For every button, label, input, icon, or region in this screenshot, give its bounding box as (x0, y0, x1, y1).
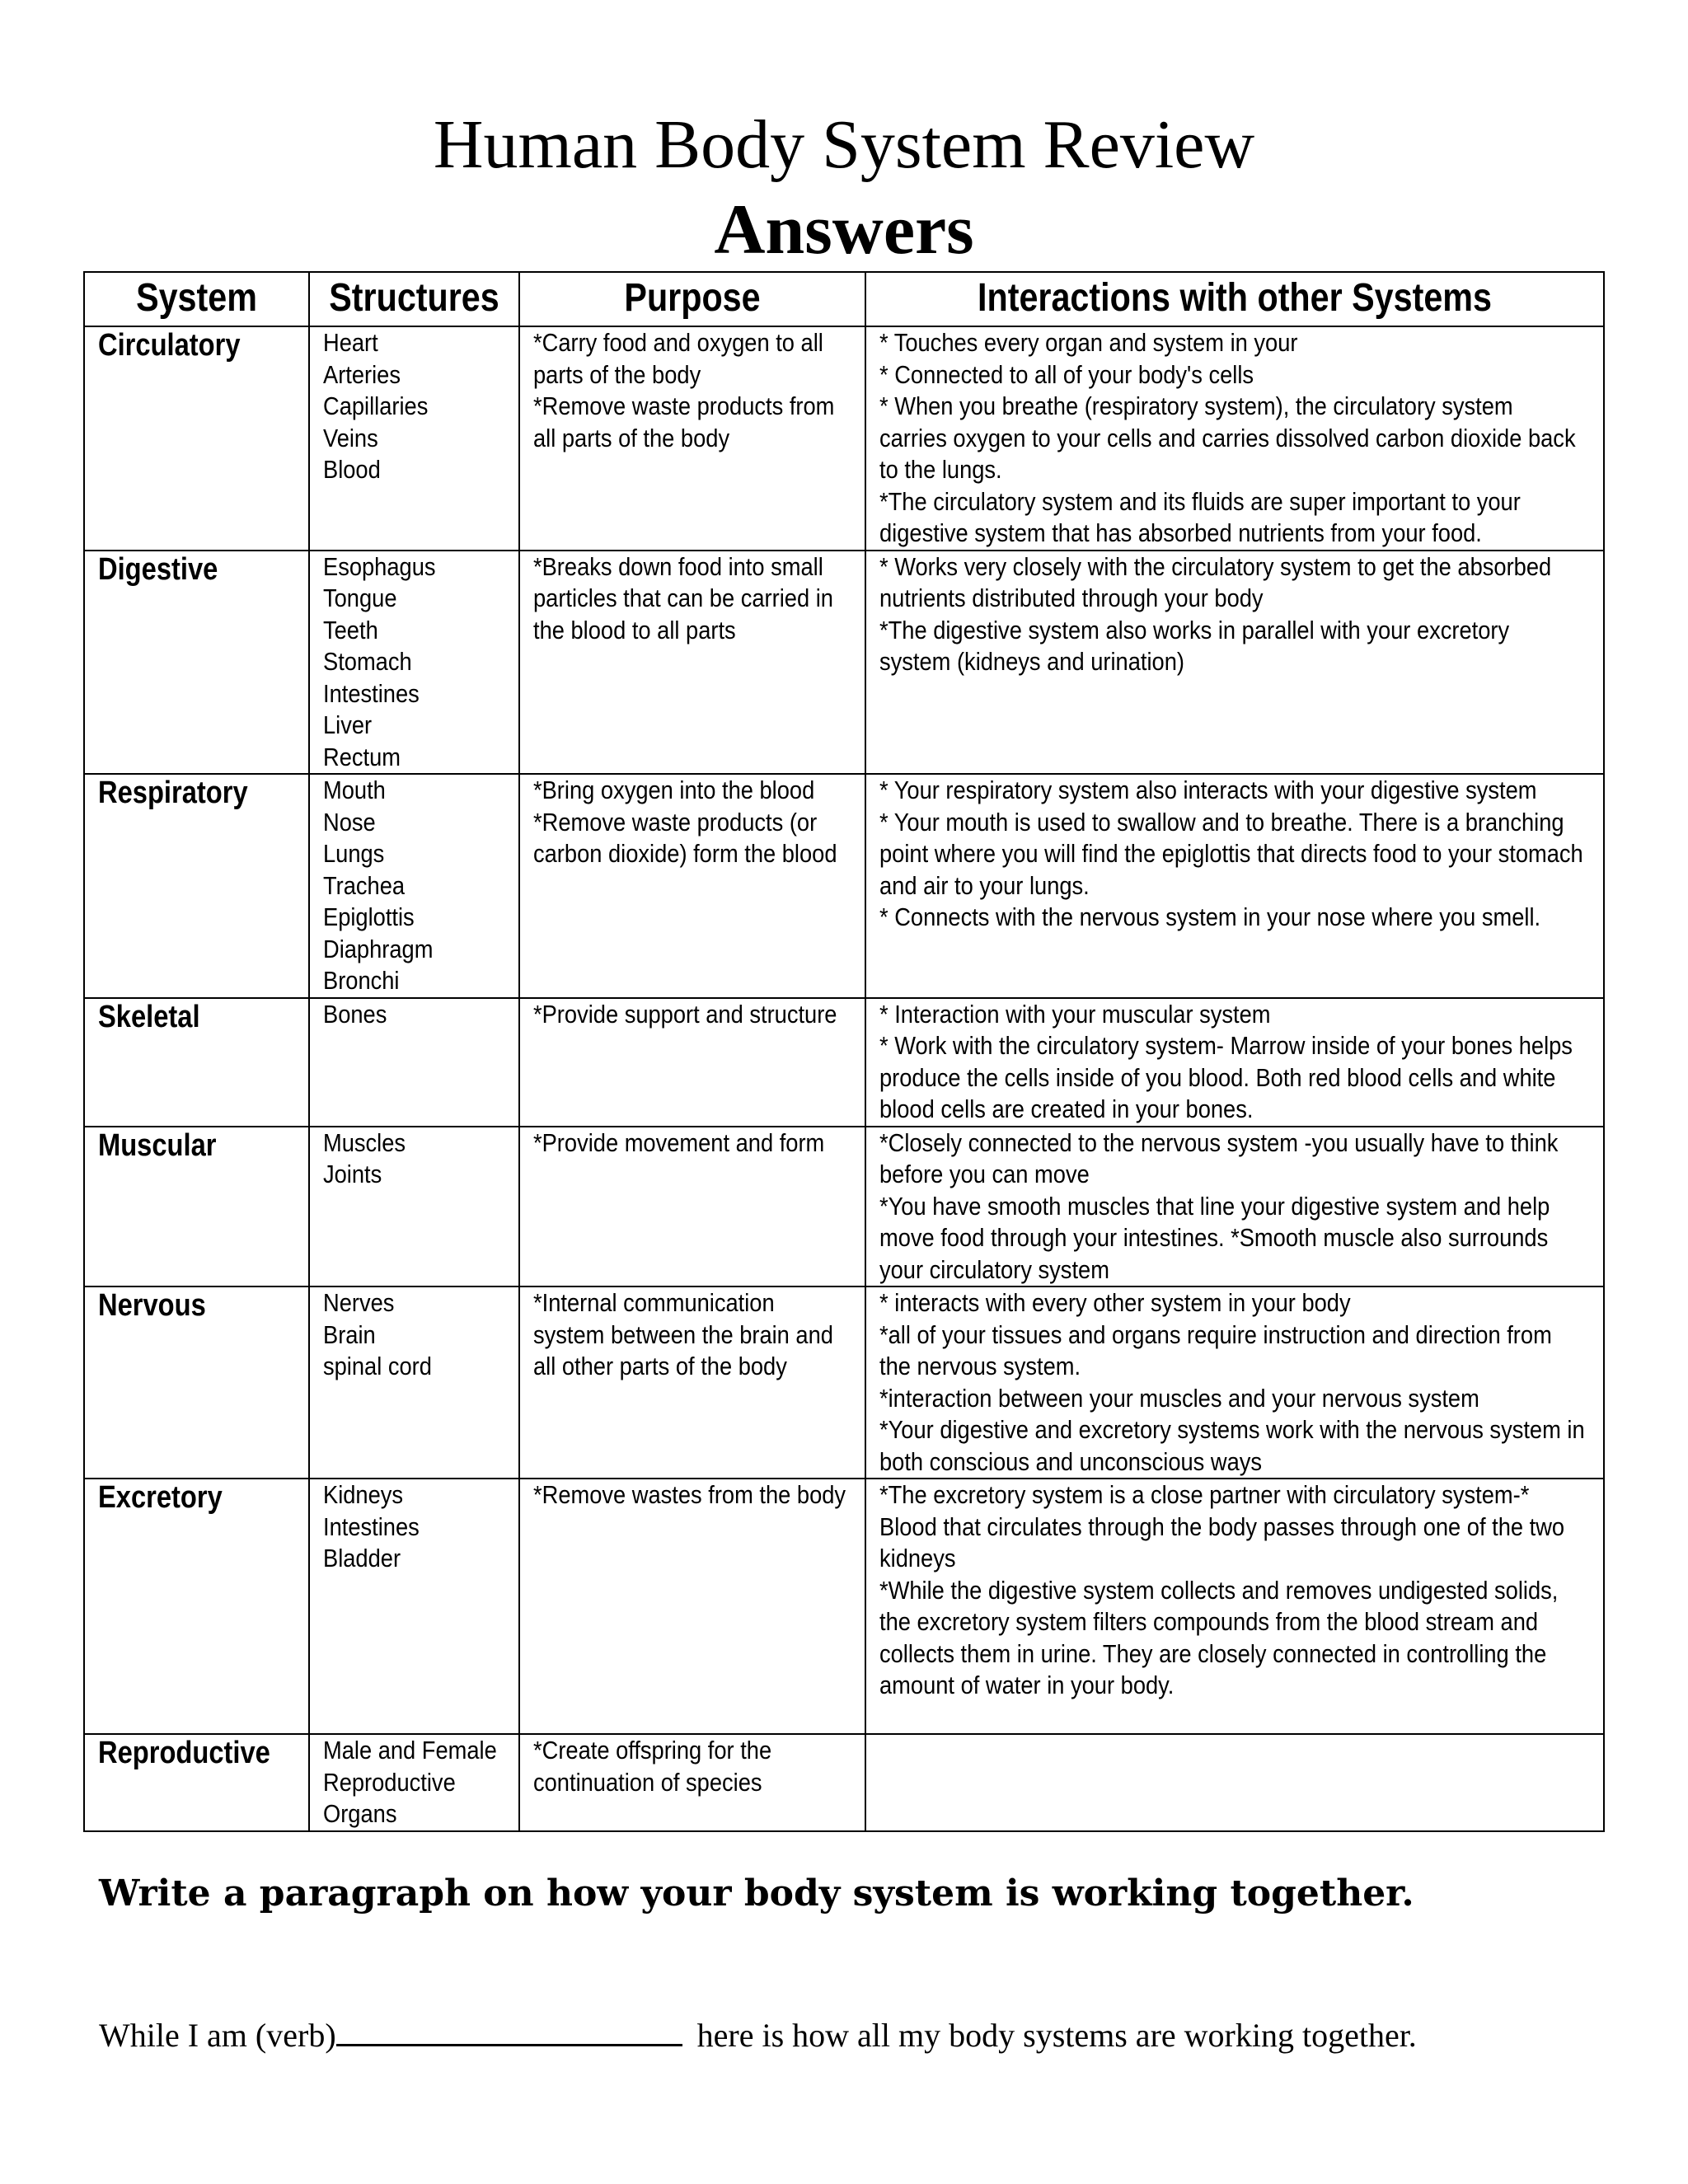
system-name: Digestive (98, 551, 218, 587)
structures-cell (309, 1479, 519, 1734)
purpose-cell (519, 1479, 865, 1734)
structures-cell (309, 326, 519, 551)
table-row (84, 1734, 1604, 1831)
system-name: Reproductive (98, 1736, 270, 1770)
purpose-text: *Provide support and structure (533, 999, 837, 1029)
purpose-cell (519, 1127, 865, 1287)
interactions-cell (865, 1734, 1604, 1831)
table-row (84, 1127, 1604, 1287)
table-row (84, 326, 1604, 551)
column-header-structures: Structures (324, 272, 504, 326)
purpose-text: *Bring oxygen into the blood *Remove waste products (or carbon dioxide) form the blood (533, 776, 837, 868)
system-name: Skeletal (98, 999, 200, 1034)
purpose-cell (519, 1734, 865, 1831)
structures-cell (309, 1286, 519, 1479)
structures-text: Esophagus Tongue Teeth Stomach Intestines Liver Rectum (323, 551, 436, 771)
interactions-cell (865, 551, 1604, 775)
table-row (84, 774, 1604, 998)
purpose-text: *Remove wastes from the body (533, 1480, 846, 1509)
system-name: Nervous (98, 1288, 206, 1323)
structures-cell (309, 551, 519, 775)
column-header-system: System (100, 272, 293, 326)
interactions-cell (865, 1479, 1604, 1734)
interactions-text: * Interaction with your muscular system * Work with the circulatory system- Marrow inside of your bones helps produce the cells inside of you blood. Both red blood cells and white blood cells are created in your bones. (879, 999, 1573, 1123)
fill-in-before: While I am (verb) (99, 2017, 336, 2054)
fill-in-sentence (99, 2008, 1417, 2058)
purpose-cell (519, 1286, 865, 1479)
table-row (84, 551, 1604, 775)
column-header-interactions: Interactions with other Systems (917, 272, 1553, 326)
purpose-cell (519, 551, 865, 775)
column-header-purpose: Purpose (543, 272, 841, 326)
interactions-cell (865, 998, 1604, 1127)
system-cell (84, 1127, 309, 1287)
interactions-text: * Your respiratory system also interacts with your digestive system * Your mouth is used to swallow and to breathe. There is a branching point where you will find the epiglottis that directs food to your stomach and air to your lungs. * Connects with the nervous system in your nose where you smell. (879, 776, 1583, 931)
structures-cell (309, 1734, 519, 1831)
interactions-cell (865, 774, 1604, 998)
purpose-text: *Provide movement and form (533, 1127, 825, 1157)
interactions-text: * Works very closely with the circulatory system to get the absorbed nutrients distributed through your body *The digestive system also works in parallel with your excretory system (kidneys and urination) (879, 551, 1552, 676)
system-cell (84, 774, 309, 998)
table-header-row (84, 272, 1604, 326)
system-cell (84, 1479, 309, 1734)
system-name: Respiratory (98, 776, 248, 810)
purpose-cell (519, 998, 865, 1127)
system-cell (84, 1734, 309, 1831)
purpose-text: *Breaks down food into small particles that can be carried in the blood to all parts (533, 551, 833, 644)
structures-text: Muscles Joints (323, 1127, 406, 1188)
fill-in-after: here is how all my body systems are working together. (696, 2017, 1417, 2054)
interactions-cell (865, 1286, 1604, 1479)
purpose-cell (519, 326, 865, 551)
interactions-text: *The excretory system is a close partner with circulatory system-* Blood that circulates through the body passes through one of the two kidneys *While the digestive system collects and removes undigested solids, the excretory system filters compounds from the blood stream and collects them in urine. They are closely connected in controlling the amount of water in your body. (879, 1480, 1565, 1699)
structures-text: Heart Arteries Capillaries Veins Blood (323, 328, 429, 484)
table-row (84, 998, 1604, 1127)
system-name: Circulatory (98, 328, 241, 363)
purpose-text: *Create offspring for the continuation of species (533, 1736, 772, 1797)
page-title: Human Body System Review (433, 106, 1255, 183)
structures-text: Mouth Nose Lungs Trachea Epiglottis Diaphragm Bronchi (323, 776, 434, 995)
interactions-text: *Closely connected to the nervous system -you usually have to think before you can move *You have smooth muscles that line your digestive system and help move food through your intestines. *Smooth muscle also surrounds your circulatory system (879, 1127, 1559, 1284)
purpose-cell (519, 774, 865, 998)
system-cell (84, 1286, 309, 1479)
purpose-text: *Internal communication system between the brain and all other parts of the body (533, 1288, 833, 1380)
system-name: Excretory (98, 1480, 223, 1515)
structures-text: Nerves Brain spinal cord (323, 1288, 432, 1380)
interactions-text: * Touches every organ and system in your * Connected to all of your body's cells * When you breathe (respiratory system), the circulatory system carries oxygen to your cells and carries dissolved carbon dioxide back to the lungs. *The circulatory system and its fluids are super important to your digestive system that has absorbed nutrients from your food. (879, 328, 1576, 547)
review-table (83, 271, 1605, 1832)
interactions-text: * interacts with every other system in your body *all of your tissues and organs require instruction and direction from the nervous system. *interaction between your muscles and your nervous system *Your digestive and excretory systems work with the nervous system in both conscious and unconscious ways (879, 1288, 1585, 1476)
interactions-cell (865, 326, 1604, 551)
system-name: Muscular (98, 1127, 217, 1163)
purpose-text: *Carry food and oxygen to all parts of the body *Remove waste products from all parts of the body (533, 328, 835, 452)
structures-text: Bones (323, 999, 387, 1029)
structures-cell (309, 1127, 519, 1287)
system-cell (84, 551, 309, 775)
structures-cell (309, 774, 519, 998)
structures-cell (309, 998, 519, 1127)
paragraph-prompt: Write a paragraph on how your body system is working together. (99, 1872, 1414, 1915)
structures-text: Kidneys Intestines Bladder (323, 1480, 420, 1572)
table-row (84, 1286, 1604, 1479)
system-cell (84, 326, 309, 551)
page-subtitle: Answers (714, 190, 974, 269)
system-cell (84, 998, 309, 1127)
structures-text: Male and Female Reproductive Organs (323, 1736, 497, 1828)
table-row (84, 1479, 1604, 1734)
verb-blank[interactable] (336, 2008, 682, 2046)
interactions-cell (865, 1127, 1604, 1287)
